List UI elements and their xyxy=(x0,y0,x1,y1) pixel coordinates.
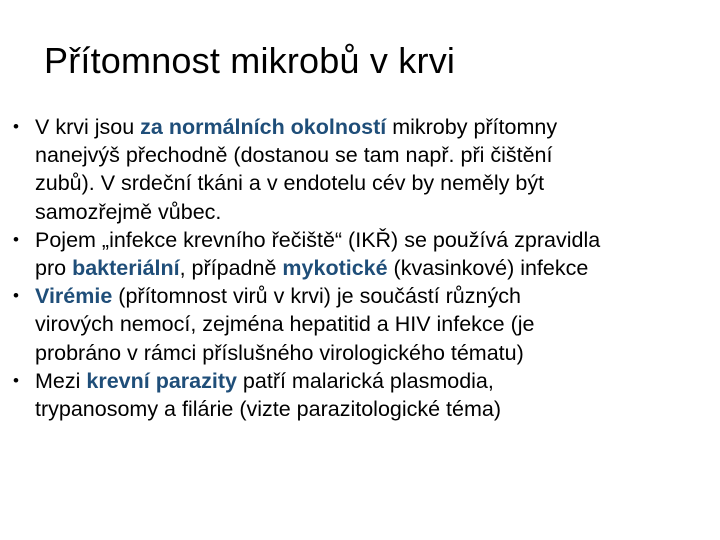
bullet-text: patří malarická plasmodia, xyxy=(236,368,494,393)
bullet-text: mikroby přítomny xyxy=(386,115,558,139)
highlighted-term: za normálních okolností xyxy=(140,115,387,139)
bullet-line xyxy=(35,310,680,338)
bullet-text: (přítomnost virů v krvi) je součástí různých xyxy=(112,284,521,309)
bullet-line xyxy=(35,254,680,282)
bullet-marker: • xyxy=(13,117,19,136)
bullet-line xyxy=(35,339,680,367)
bullet-item xyxy=(0,226,720,282)
bullet-text: Mezi xyxy=(35,368,87,393)
bullet-marker: • xyxy=(13,370,19,390)
bullet-line xyxy=(35,395,680,423)
highlighted-term: bakteriální xyxy=(72,256,180,281)
bullet-line xyxy=(35,113,680,141)
bullet-line xyxy=(35,198,680,226)
bullet-text: (kvasinkové) infekce xyxy=(387,256,589,281)
bullet-item xyxy=(0,367,720,423)
bullet-line xyxy=(35,226,680,254)
bullet-list xyxy=(0,113,720,423)
bullet-text: nanejvýš přechodně (dostanou se tam např. při čištění xyxy=(35,143,553,168)
bullet-line xyxy=(35,282,680,310)
bullet-text: Pojem „infekce krevního řečiště“ (IKŘ) se používá zpravidla xyxy=(35,227,601,252)
slide-title: Přítomnost mikrobů v krvi xyxy=(44,40,456,81)
bullet-text: trypanosomy a filárie (vizte parazitologické téma) xyxy=(35,397,502,422)
highlighted-term: krevní parazity xyxy=(86,368,237,393)
highlighted-term: mykotické xyxy=(282,256,388,281)
bullet-text: probráno v rámci příslušného virologického tématu) xyxy=(35,340,524,365)
bullet-text: zubů). V srdeční tkáni a v endotelu cév by neměly být xyxy=(35,171,545,196)
bullet-text: virových nemocí, zejména hepatitid a HIV infekce (je xyxy=(35,312,535,337)
bullet-text: pro xyxy=(35,256,73,281)
bullet-text: V krvi jsou xyxy=(35,115,141,139)
bullet-text: , případně xyxy=(179,256,283,281)
bullet-marker: • xyxy=(13,229,19,249)
highlighted-term: Virémie xyxy=(35,284,113,309)
bullet-line xyxy=(35,169,680,197)
bullet-line xyxy=(35,141,680,169)
bullet-item xyxy=(0,282,720,367)
bullet-marker: • xyxy=(13,286,19,306)
bullet-item xyxy=(0,113,720,226)
bullet-line xyxy=(35,367,680,395)
bullet-text: samozřejmě vůbec. xyxy=(35,199,222,224)
